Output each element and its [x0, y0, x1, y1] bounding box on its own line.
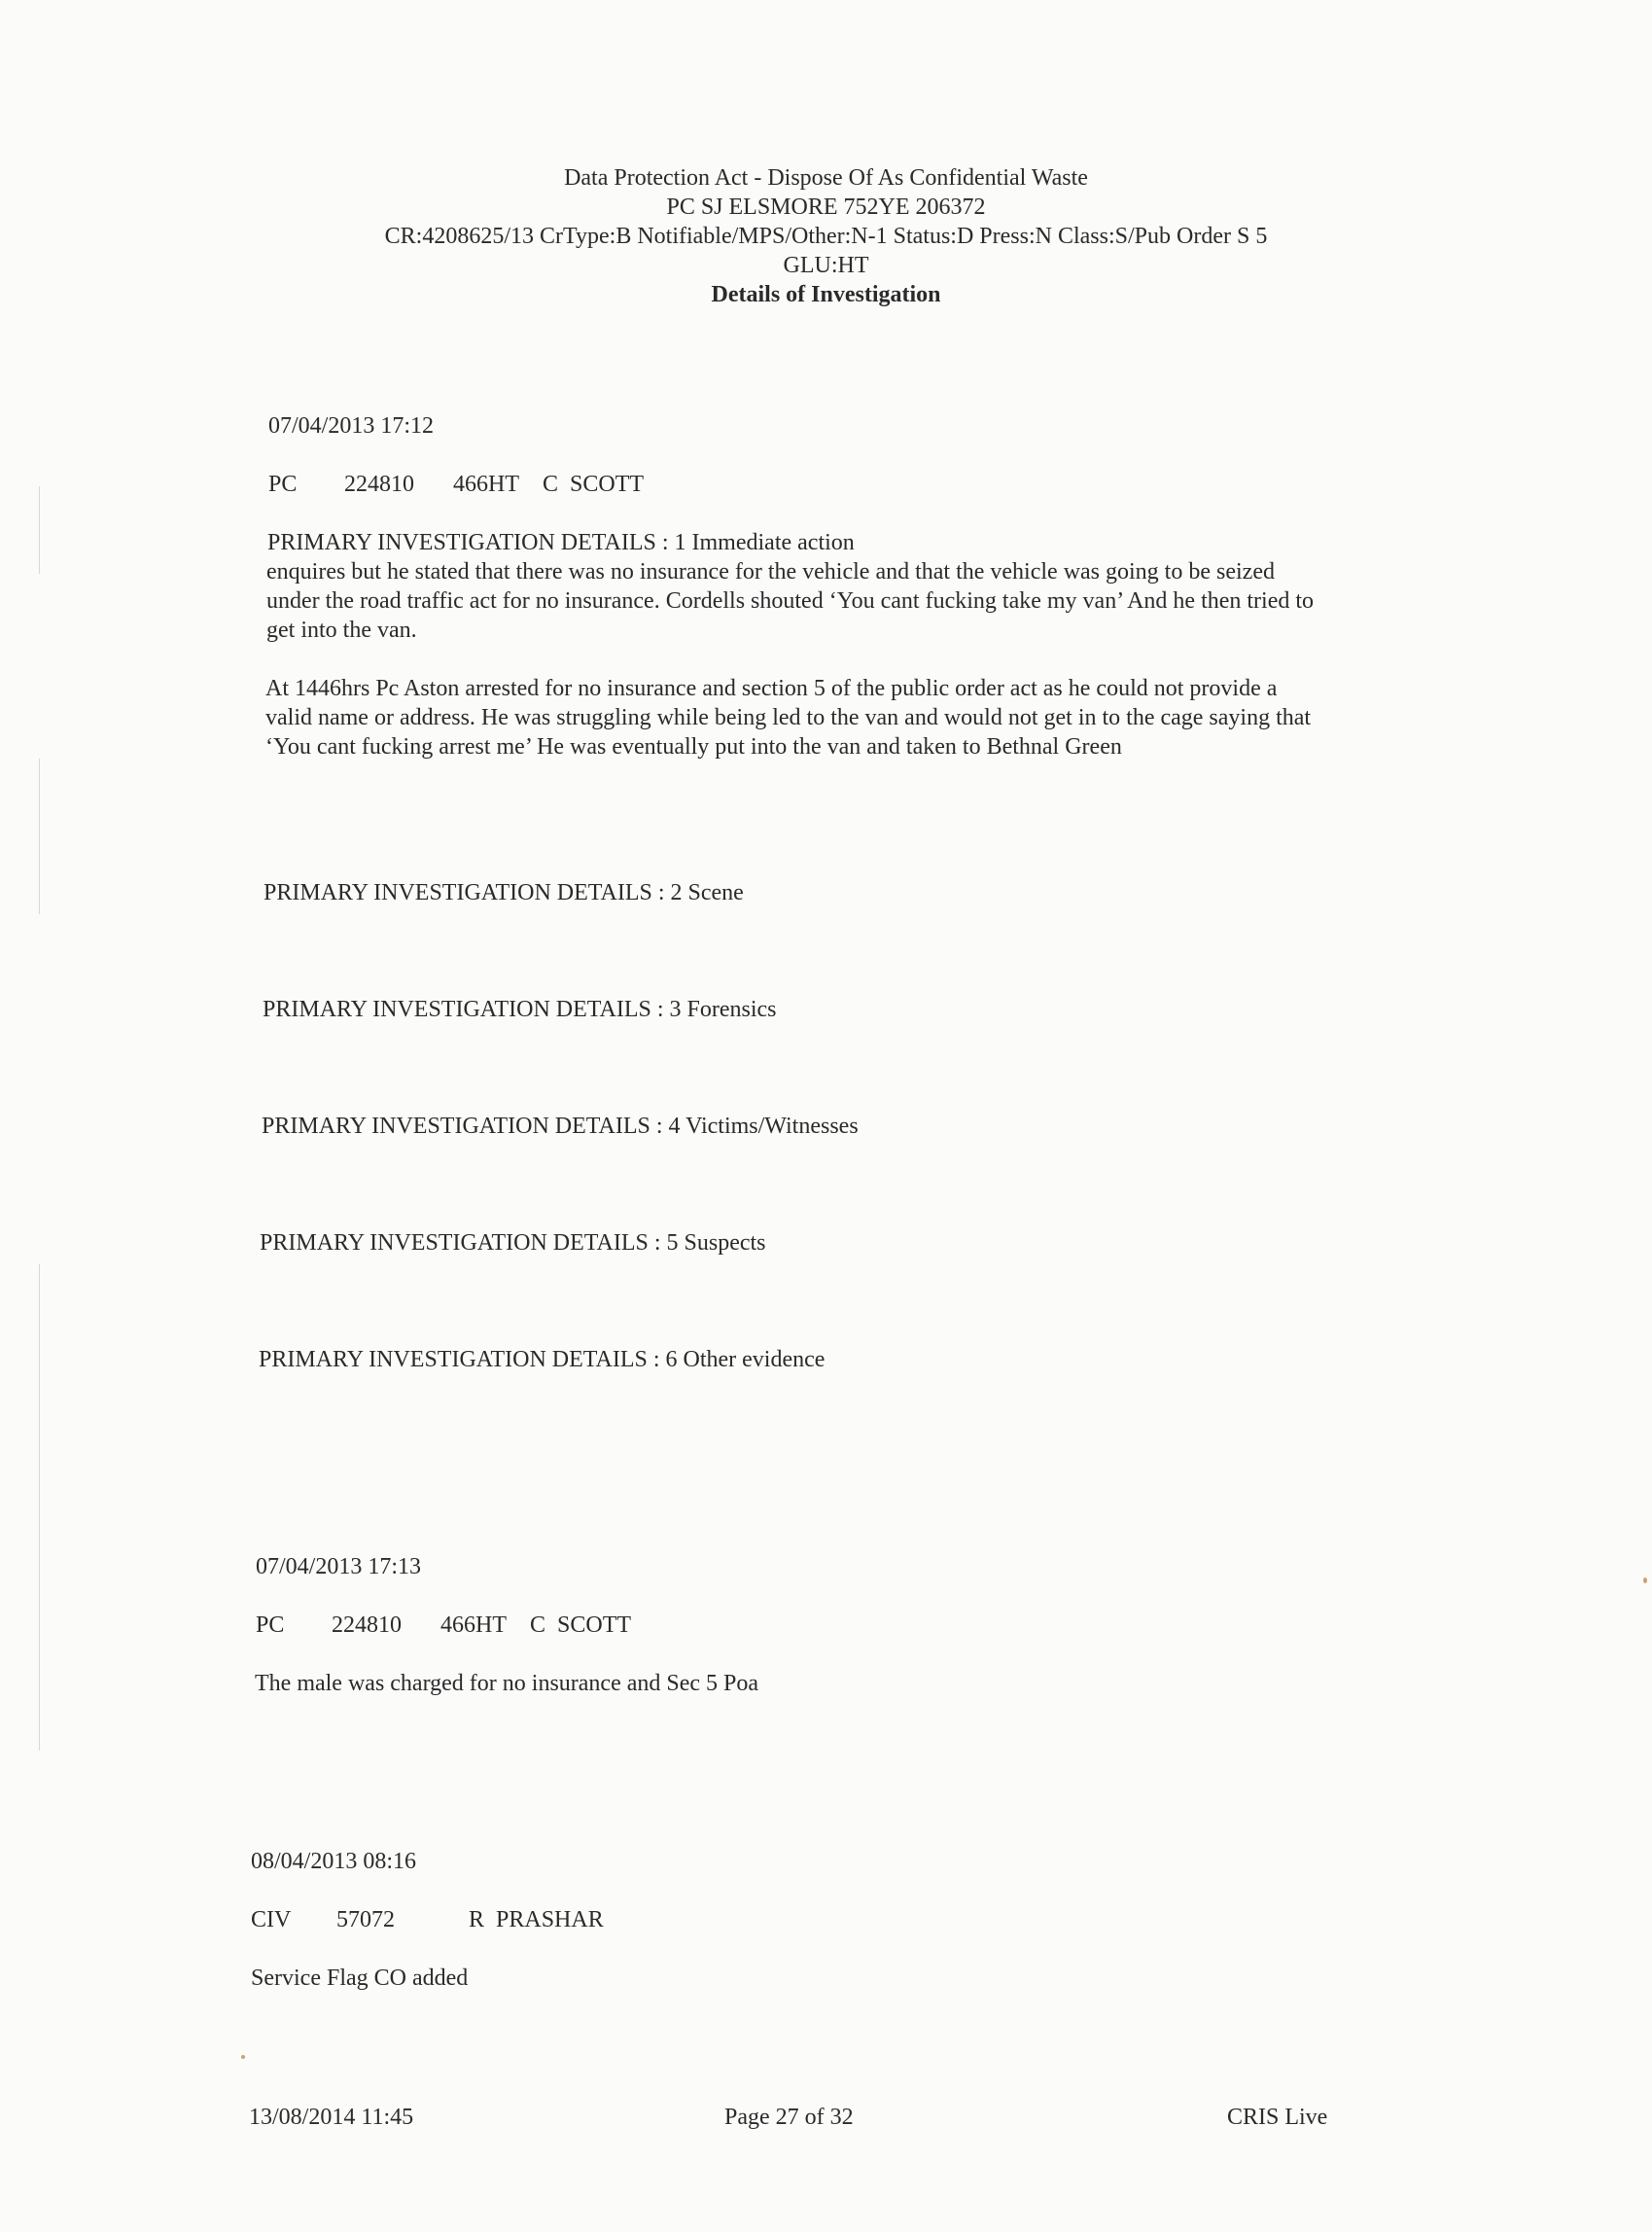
section-heading: PRIMARY INVESTIGATION DETAILS : 6 Other evidence [259, 1347, 826, 1372]
officer-shoulder: 466HT [453, 472, 519, 497]
scan-speck [241, 2055, 245, 2059]
entry-text: The male was charged for no insurance and Sec 5 Poa [255, 1671, 759, 1696]
section-heading: PRIMARY INVESTIGATION DETAILS : 1 Immediate action [267, 530, 855, 555]
section-heading: PRIMARY INVESTIGATION DETAILS : 4 Victims/Witnesses [262, 1114, 859, 1139]
footer-system-name: CRIS Live [1227, 2105, 1328, 2130]
document-header [0, 163, 1652, 309]
crime-reference-line: CR:4208625/13 CrType:B Notifiable/MPS/Other:N-1 Status:D Press:N Class:S/Pub Order S 5 [384, 224, 1268, 249]
entry-datetime: 07/04/2013 17:13 [256, 1554, 422, 1579]
officer-warrant: 224810 [332, 1612, 402, 1638]
confidentiality-notice: Data Protection Act - Dispose Of As Confidential Waste [564, 165, 1088, 191]
officer-rank: PC [256, 1612, 285, 1638]
entry-text: Service Flag CO added [251, 1966, 469, 1991]
footer-page-number: Page 27 of 32 [724, 2105, 854, 2130]
scan-artifact [39, 759, 40, 914]
officer-name: R PRASHAR [469, 1907, 604, 1932]
document-title: Details of Investigation [711, 282, 941, 307]
entry-officer [256, 1611, 631, 1640]
entry-datetime: 07/04/2013 17:12 [268, 413, 435, 439]
section-heading: PRIMARY INVESTIGATION DETAILS : 5 Suspects [260, 1230, 766, 1256]
officer-warrant: 224810 [344, 472, 414, 497]
footer-print-date: 13/08/2014 11:45 [249, 2105, 414, 2130]
entry-datetime: 08/04/2013 08:16 [251, 1849, 417, 1874]
entry-officer [251, 1905, 604, 1934]
officer-rank: PC [268, 472, 298, 497]
officer-name: C SCOTT [530, 1612, 632, 1638]
officer-warrant: 57072 [336, 1907, 395, 1932]
paragraph: enquires but he stated that there was no insurance for the vehicle and that the vehicle was going to be seized under the road traffic act for no insurance. Cordells shouted ‘You cant fucking take my van’ And he then tried to get into the van. [266, 559, 1315, 643]
paragraph: At 1446hrs Pc Aston arrested for no insurance and section 5 of the public order act as he could not provide a valid name or address. He was struggling while being led to the van and would not get in to the cage saying that ‘You cant fucking arrest me’ He was eventually put into the van and taken to Bethnal Green [265, 676, 1312, 760]
scan-artifact [39, 1264, 40, 1751]
officer-name: C SCOTT [543, 472, 645, 497]
section-heading: PRIMARY INVESTIGATION DETAILS : 3 Forensics [263, 997, 777, 1022]
entry-officer [268, 470, 644, 499]
officer-shoulder: 466HT [440, 1612, 507, 1638]
glu-line: GLU:HT [783, 253, 869, 278]
officer-line: PC SJ ELSMORE 752YE 206372 [666, 195, 986, 220]
scan-artifact [39, 486, 40, 574]
scan-speck [1643, 1577, 1647, 1583]
officer-rank: CIV [251, 1907, 292, 1932]
section-heading: PRIMARY INVESTIGATION DETAILS : 2 Scene [264, 880, 744, 905]
